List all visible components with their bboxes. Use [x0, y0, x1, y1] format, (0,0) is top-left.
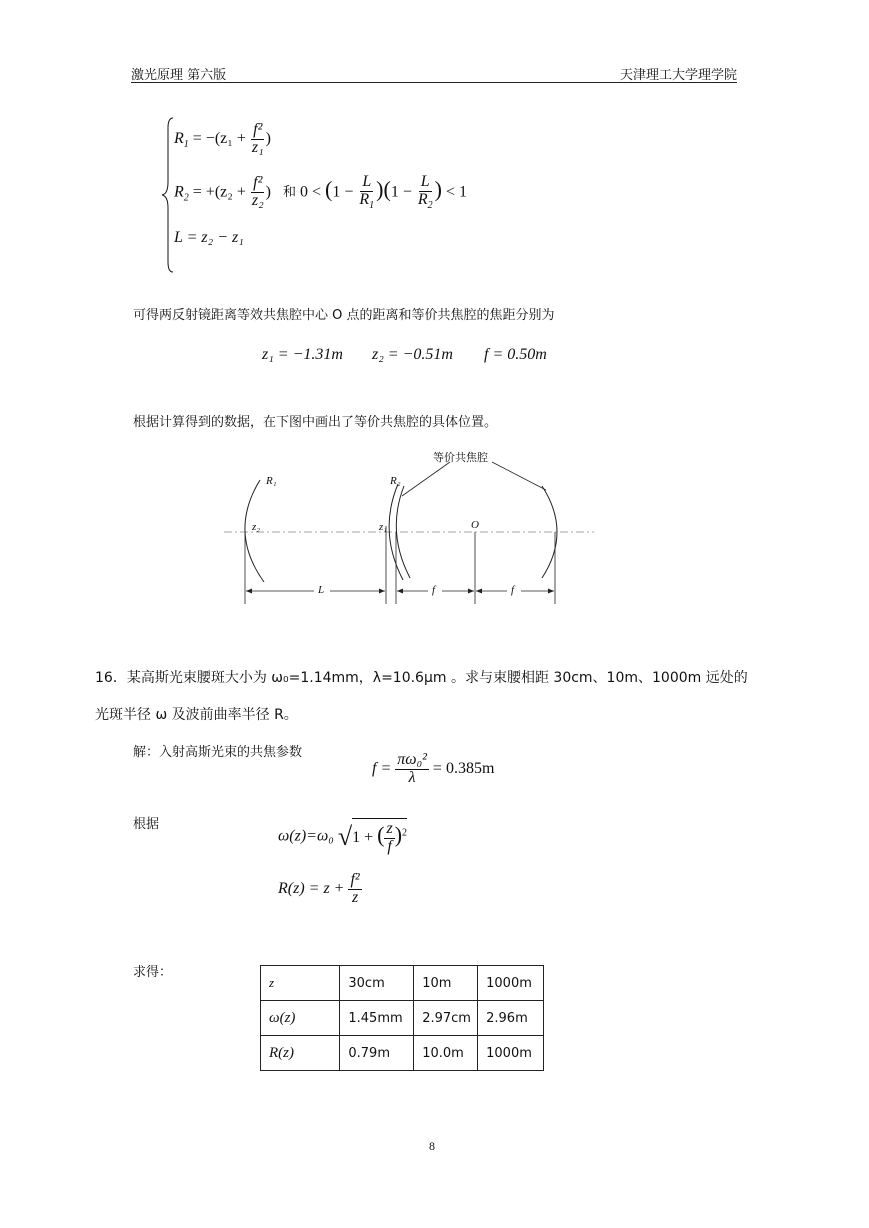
- table-row: [261, 1001, 544, 1036]
- table-cell: 2.97cm: [414, 1001, 478, 1036]
- header-left: 激光原理 第六版: [131, 68, 227, 83]
- result-f: f = 0.50m: [484, 346, 547, 363]
- equation-r2: $R_2 = +(z_2$ + $\frac{\text{f²}}{\text{z₂}}$ ) 和 0 < (1 − $\frac{L}{R_1}$ )(1 − $\frac{L}{R_2}$ ) < 1: [174, 173, 467, 211]
- table-cell: 1000m: [478, 966, 544, 1001]
- table-cell: 1000m: [478, 1036, 544, 1071]
- label-z2: z₂: [252, 521, 261, 533]
- table-cell: 10m: [414, 966, 478, 1001]
- equation-L: L = z₂ − z₁: [174, 229, 244, 246]
- table-cell: 10.0m: [414, 1036, 478, 1071]
- label-L: L: [318, 584, 325, 596]
- paragraph-2: 根据计算得到的数据，在下图中画出了等价共焦腔的具体位置。: [133, 415, 498, 430]
- table-cell: 30cm: [340, 966, 414, 1001]
- and-word: 和: [282, 185, 296, 201]
- result-z2: z₂ = −0.51m: [372, 346, 453, 363]
- label-f-left: f: [432, 584, 436, 596]
- equation-r1: $R_1 = -(z_1$ + $\frac{\text{f²}}{\text{z₁}}$ ): [174, 121, 271, 156]
- table-row: [261, 1036, 544, 1071]
- pointer-right: [492, 462, 546, 490]
- problem-line-2: 光斑半径 ω 及波前曲率半径 R。: [95, 707, 298, 723]
- obtained-label: 求得：: [133, 965, 173, 980]
- formula-f: f = $\frac{\text{πω₀²}}{\lambda}$ = 0.385m: [372, 751, 495, 786]
- page-number: 8: [429, 1139, 435, 1153]
- table-cell: 2.96m: [478, 1001, 544, 1036]
- label-r1: R₁: [266, 475, 277, 487]
- label-o: O: [471, 519, 479, 531]
- diagram-title: 等价共焦腔: [433, 451, 488, 464]
- table-row: [261, 966, 544, 1001]
- header-right: 天津理工大学理学院: [619, 68, 737, 83]
- result-z1: z₁ = −1.31m: [262, 346, 343, 363]
- label-z1: z₁: [379, 521, 388, 533]
- results-table: [260, 965, 544, 1071]
- label-r2: R₂: [390, 475, 401, 487]
- solution-intro: 解：入射高斯光束的共焦参数: [133, 745, 303, 760]
- paragraph-1: 可得两反射镜距离等效共焦腔中心 O 点的距离和等价共焦腔的焦距分别为: [133, 308, 555, 323]
- basis-label: 根据: [133, 817, 160, 832]
- formula-R: R(z) = z + $\frac{\text{f²}}{z}$: [278, 871, 360, 906]
- pointer-left: [402, 462, 450, 496]
- table-cell: z: [261, 966, 340, 1001]
- table-cell: 1.45mm: [340, 1001, 414, 1036]
- table-cell: R(z): [261, 1036, 340, 1071]
- table-cell: ω(z): [261, 1001, 340, 1036]
- table-cell: 0.79m: [340, 1036, 414, 1071]
- problem-line-1: 16．某高斯光束腰斑大小为 ω₀=1.14mm，λ=10.6μm 。求与束腰相距 30cm、10m、1000m 远处的: [95, 670, 748, 686]
- label-f-right: f: [511, 584, 515, 596]
- formula-omega: ω(z)=ω₀ √1 + ( $\frac{z}{f}$ )$^2$: [278, 820, 408, 855]
